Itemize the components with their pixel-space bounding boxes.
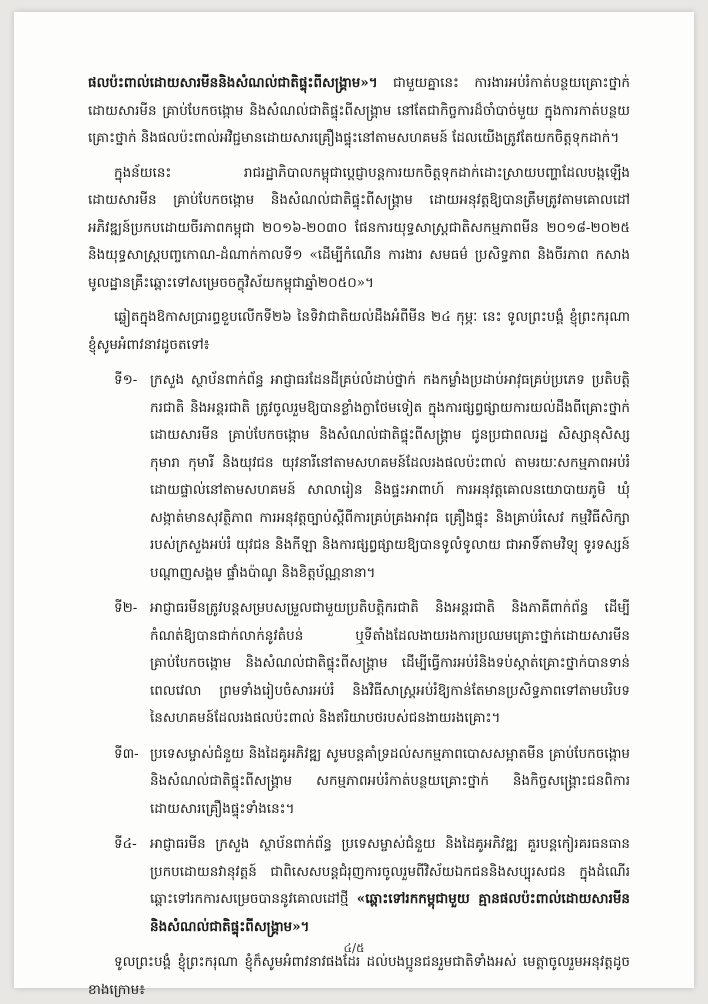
- list-item-4-body: អាជ្ញាធរមីន ក្រសួង ស្ថាប័នពាក់ព័ន្ធ ប្រទេសម្ចាស់ជំនួយ និងដៃគូអភិវឌ្ឍ គួរបន្តកៀរគរធនធានប្រកបដោយនវានុវត្តន៍ ជាពិសេសបន្តជំរុញការចូលរួមពីវិស័យឯកជននិងសប្បុរសជន ក្នុងដំណើរឆ្ពោះទៅរកការសម្រេចបាននូវគោលដៅថ្មី: [150, 836, 630, 907]
- list-item-4-number: ទី៤-: [114, 836, 137, 852]
- list-item-2-number: ទី២-: [114, 600, 138, 616]
- paragraph-3-text: ឆ្លៀតក្នុងឱកាសប្រារព្ធខួបលើកទី២៦ នៃទិវាជាតិយល់ដឹងអំពីមីន ២៤ កុម្ភៈ នេះ ទូលព្រះបង្គំ ខ្ញុំព្រះករុណា ខ្ញុំសូមអំពាវនាវដូចតទៅ៖: [88, 309, 630, 353]
- list-item-3-text: [150, 741, 630, 824]
- list-item-4-text: [150, 831, 630, 941]
- list-item-2-text: [150, 595, 630, 733]
- list-item-2: [114, 595, 630, 733]
- closing-text: ទូលព្រះបង្គំ ខ្ញុំព្រះករុណា ខ្ញុំក៏សូមអំពាវនាវផងដែរ ដល់បងប្អូនជនរួមជាតិទាំងអស់ មេត្តាចូលរួមអនុវត្តដូចខាងក្រោម៖: [88, 954, 630, 998]
- document-page: [14, 12, 694, 998]
- list-item-2-body: អាជ្ញាធរមីនត្រូវបន្តសម្របសម្រួលជាមួយប្រតិបត្តិករជាតិ និងអន្តរជាតិ និងភាគីពាក់ព័ន្ធ ដើម្បីកំណត់ឱ្យបានជាក់លាក់នូវតំបន់ ឬទីតាំងដែលងាយរងការប្រឈមគ្រោះថ្នាក់ដោយសារមីន គ្រាប់បែកចង្កោម និងសំណល់ជាតិផ្ទុះពីសង្គ្រាម ដើម្បីធ្វើការអប់រំនិងទប់ស្កាត់គ្រោះថ្នាក់បានទាន់ពេលវេលា ព្រមទាំងរៀបចំសារអប់រំ និងវិធីសាស្ត្រអប់រំឱ្យកាន់តែមានប្រសិទ្ធភាពទៅតាមបរិបទនៃសហគមន៍ដែលរងផលប៉ះពាល់ និងឥរិយាបថរបស់ជនងាយរងគ្រោះ។: [150, 600, 630, 726]
- paragraph-1-text: ជាមួយគ្នានេះ ការងារអប់រំកាត់បន្ថយគ្រោះថ្នាក់ដោយសារមីន គ្រាប់បែកចង្កោម និងសំណល់ជាតិផ្ទុះពីសង្គ្រាម នៅតែជាកិច្ចការដ៏ចាំបាច់មួយ ក្នុងការកាត់បន្ថយគ្រោះថ្នាក់ និងផលប៉ះពាល់អវិជ្ជមានដោយសារគ្រឿងផ្ទុះនៅតាមសហគមន៍ ដែលយើងត្រូវតែយកចិត្តទុកដាក់។: [88, 75, 630, 146]
- paragraph-2-text: ក្នុងន័យនេះ រាជរដ្ឋាភិបាលកម្ពុជាប្តេជ្ញាបន្តការយកចិត្តទុកដាក់ដោះស្រាយបញ្ហាដែលបង្កឡើងដោយសារមីន គ្រាប់បែកចង្កោម និងសំណល់ជាតិផ្ទុះពីសង្គ្រាម ដោយអនុវត្តឱ្យបានត្រឹមត្រូវតាមគោលដៅអភិវឌ្ឍន៍ប្រកបដោយចីរភាពកម្ពុជា ២០១៦-២០៣០ ផែនការយុទ្ធសាស្ត្រជាតិសកម្មភាពមីន ២០១៨-២០២៥ និងយុទ្ធសាស្ត្របញ្ចកោណ-ដំណាក់កាលទី១ «ដើម្បីកំណើន ការងារ សមធម៌ ប្រសិទ្ធភាព និងចីរភាព កសាងមូលដ្ឋានគ្រឹះឆ្ពោះទៅសម្រេចចក្ខុវិស័យកម្ពុជាឆ្នាំ២០៥០»។: [88, 164, 630, 291]
- list-item-4: [114, 831, 630, 941]
- page-number: ៤/៥: [343, 941, 365, 955]
- list-item-3-number: ទី៣-: [114, 745, 139, 762]
- paragraph-1: [88, 70, 630, 153]
- list-item-1: [114, 367, 630, 587]
- list-item-3: [114, 741, 630, 824]
- paragraph-1-lead: ផលប៉ះពាល់ដោយសារមីននិងសំណល់ជាតិផ្ទុះពីសង្គ្រាម»។: [88, 75, 378, 91]
- paragraph-2: [88, 160, 630, 298]
- paragraph-3: [88, 304, 630, 359]
- list-item-3-body: ប្រទេសម្ចាស់ជំនួយ និងដៃគូអភិវឌ្ឍ សូមបន្តគាំទ្រដល់សកម្មភាពបោសសម្អាតមីន គ្រាប់បែកចង្កោម និងសំណល់ជាតិផ្ទុះពីសង្គ្រាម សកម្មភាពអប់រំកាត់បន្ថយគ្រោះថ្នាក់ និងកិច្ចសង្គ្រោះជនពិការដោយសារគ្រឿងផ្ទុះទាំងនេះ។: [150, 745, 630, 817]
- list-item-1-number: ទី១-: [114, 372, 138, 388]
- list-item-1-text: [150, 367, 630, 587]
- list-item-4-slogan: «ឆ្ពោះទៅរកកម្ពុជាមួយ គ្មានផលប៉ះពាល់ដោយសារមីន និងសំណល់ជាតិផ្ទុះពីសង្គ្រាម»។: [150, 891, 630, 935]
- list-item-1-body: ក្រសួង ស្ថាប័នពាក់ព័ន្ធ អាជ្ញាធរដែនដីគ្រប់លំដាប់ថ្នាក់ កងកម្លាំងប្រដាប់អាវុធគ្រប់ប្រភេទ ប្រតិបត្តិករជាតិ និងអន្តរជាតិ ត្រូវចូលរួមឱ្យបានខ្លាំងក្លាថែមទៀត ក្នុងការផ្សព្វផ្សាយការយល់ដឹងពីគ្រោះថ្នាក់ដោយសារមីន គ្រាប់បែកចង្កោម និងសំណល់ជាតិផ្ទុះពីសង្គ្រាម ជូនប្រជាពលរដ្ឋ សិស្សានុសិស្ស កុមារា កុមារី និងយុវជន យុវនារីនៅតាមសហគមន៍ដែលរងផលប៉ះពាល់ តាមរយៈសកម្មភាពអប់រំដោយផ្ទាល់នៅតាមសហគមន៍ សាលារៀន និងផ្ទះអាពាហ៍ ការអនុវត្តគោលនយោបាយភូមិ ឃុំ សង្កាត់មានសុវត្ថិភាព ការអនុវត្តច្បាប់ស្តីពីការគ្រប់គ្រងអាវុធ គ្រឿងផ្ទុះ និងគ្រាប់រំសេវ កម្មវិធីសិក្សារបស់ក្រសួងអប់រំ យុវជន និងកីឡា និងការផ្សព្វផ្សាយឱ្យបានទូលំទូលាយ ជាអាទិ៍តាមវិទ្យុ ទូរទស្សន៍ បណ្តាញសង្គម ផ្ទាំងប៉ាណូ និងខិត្តប័ណ្ណនានា។: [150, 372, 630, 581]
